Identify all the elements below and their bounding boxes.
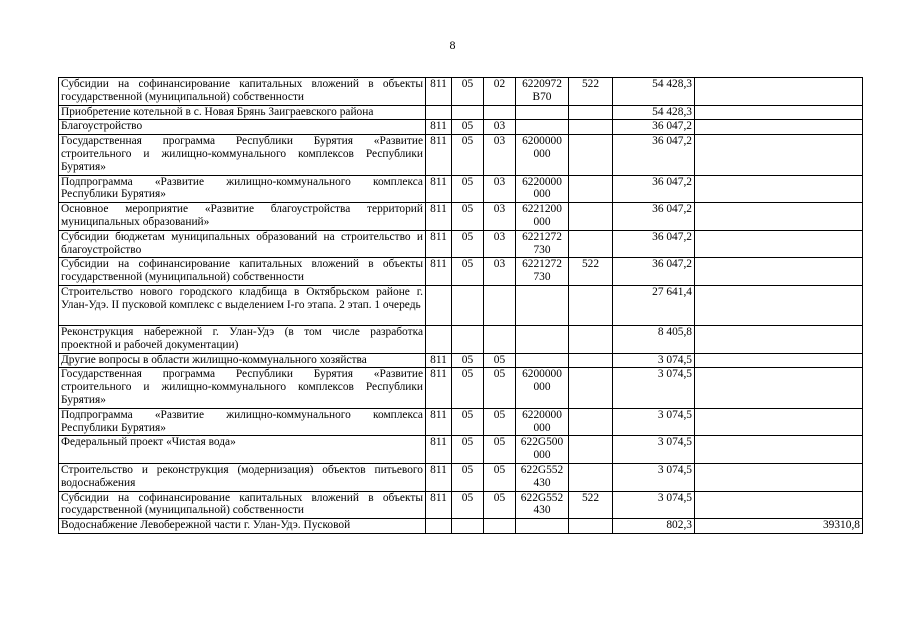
- row-name-cell: Строительство и реконструкция (модернизация) объектов питьевого водоснабжения: [59, 463, 426, 491]
- admin-code-cell: [426, 105, 452, 120]
- amount-cell: 3 074,5: [613, 491, 695, 519]
- row-name-cell: Федеральный проект «Чистая вода»: [59, 436, 426, 464]
- row-name-cell: Подпрограмма «Развитие жилищно-коммунального комплекса Республики Бурятия»: [59, 408, 426, 436]
- admin-code-cell: [426, 325, 452, 353]
- amount-cell: 3 074,5: [613, 353, 695, 368]
- section-cell: 05: [452, 463, 484, 491]
- section-cell: [452, 285, 484, 325]
- row-name-cell: Водоснабжение Левобережной части г. Улан-Удэ. Пусковой: [59, 519, 426, 534]
- target-article-cell: 6220000 000: [516, 408, 569, 436]
- subsection-cell: 03: [484, 258, 516, 286]
- table-row: [59, 408, 863, 436]
- expense-type-cell: [569, 175, 613, 203]
- target-article-cell: 622G500 000: [516, 436, 569, 464]
- row-name-cell: Реконструкция набережной г. Улан-Удэ (в том числе разработка проектной и рабочей документации): [59, 325, 426, 353]
- admin-code-cell: 811: [426, 368, 452, 408]
- table-row: [59, 135, 863, 175]
- expense-type-cell: [569, 105, 613, 120]
- table-row: [59, 175, 863, 203]
- extra-amount-cell: [695, 105, 863, 120]
- expense-type-cell: [569, 203, 613, 231]
- amount-cell: 54 428,3: [613, 78, 695, 106]
- row-name-cell: Государственная программа Республики Бурятия «Развитие строительного и жилищно-коммунального комплексов Республики Бурятия»: [59, 368, 426, 408]
- extra-amount-cell: [695, 258, 863, 286]
- extra-amount-cell: [695, 230, 863, 258]
- expense-type-cell: [569, 519, 613, 534]
- row-name-cell: Приобретение котельной в с. Новая Брянь Заиграевского района: [59, 105, 426, 120]
- table-row: [59, 285, 863, 325]
- target-article-cell: 6220000 000: [516, 175, 569, 203]
- amount-cell: 3 074,5: [613, 408, 695, 436]
- expense-type-cell: 522: [569, 491, 613, 519]
- extra-amount-cell: [695, 325, 863, 353]
- subsection-cell: 03: [484, 175, 516, 203]
- table-row: [59, 105, 863, 120]
- amount-cell: 27 641,4: [613, 285, 695, 325]
- subsection-cell: 05: [484, 463, 516, 491]
- amount-cell: 36 047,2: [613, 175, 695, 203]
- table-row: [59, 120, 863, 135]
- target-article-cell: 6200000 000: [516, 135, 569, 175]
- section-cell: 05: [452, 368, 484, 408]
- extra-amount-cell: [695, 78, 863, 106]
- amount-cell: 36 047,2: [613, 120, 695, 135]
- admin-code-cell: [426, 519, 452, 534]
- table-row: [59, 230, 863, 258]
- row-name-cell: Субсидии на софинансирование капитальных вложений в объекты государственной (муниципальной) собственности: [59, 491, 426, 519]
- amount-cell: 36 047,2: [613, 258, 695, 286]
- subsection-cell: [484, 325, 516, 353]
- table-row: [59, 491, 863, 519]
- target-article-cell: [516, 105, 569, 120]
- admin-code-cell: 811: [426, 135, 452, 175]
- budget-table: [58, 77, 863, 534]
- subsection-cell: 03: [484, 230, 516, 258]
- admin-code-cell: 811: [426, 258, 452, 286]
- subsection-cell: [484, 285, 516, 325]
- extra-amount-cell: [695, 135, 863, 175]
- extra-amount-cell: [695, 408, 863, 436]
- target-article-cell: 6221200 000: [516, 203, 569, 231]
- section-cell: 05: [452, 408, 484, 436]
- table-row: [59, 519, 863, 534]
- row-name-cell: Субсидии на софинансирование капитальных вложений в объекты государственной (муниципальной) собственности: [59, 258, 426, 286]
- extra-amount-cell: [695, 203, 863, 231]
- row-name-cell: Основное мероприятие «Развитие благоустройства территорий муниципальных образований»: [59, 203, 426, 231]
- extra-amount-cell: [695, 491, 863, 519]
- expense-type-cell: 522: [569, 258, 613, 286]
- section-cell: 05: [452, 230, 484, 258]
- section-cell: 05: [452, 120, 484, 135]
- subsection-cell: 03: [484, 135, 516, 175]
- expense-type-cell: [569, 436, 613, 464]
- admin-code-cell: 811: [426, 120, 452, 135]
- admin-code-cell: 811: [426, 78, 452, 106]
- admin-code-cell: 811: [426, 491, 452, 519]
- admin-code-cell: 811: [426, 230, 452, 258]
- table-row: [59, 325, 863, 353]
- amount-cell: 3 074,5: [613, 463, 695, 491]
- amount-cell: 3 074,5: [613, 368, 695, 408]
- amount-cell: 36 047,2: [613, 135, 695, 175]
- extra-amount-cell: [695, 175, 863, 203]
- section-cell: [452, 325, 484, 353]
- section-cell: 05: [452, 78, 484, 106]
- section-cell: [452, 519, 484, 534]
- target-article-cell: 622G552 430: [516, 463, 569, 491]
- row-name-cell: Государственная программа Республики Бурятия «Развитие строительного и жилищно-коммунального комплексов Республики Бурятия»: [59, 135, 426, 175]
- section-cell: 05: [452, 135, 484, 175]
- amount-cell: 3 074,5: [613, 436, 695, 464]
- row-name-cell: Благоустройство: [59, 120, 426, 135]
- expense-type-cell: [569, 325, 613, 353]
- amount-cell: 54 428,3: [613, 105, 695, 120]
- target-article-cell: [516, 519, 569, 534]
- admin-code-cell: 811: [426, 175, 452, 203]
- subsection-cell: 05: [484, 408, 516, 436]
- section-cell: 05: [452, 436, 484, 464]
- target-article-cell: [516, 325, 569, 353]
- amount-cell: 36 047,2: [613, 203, 695, 231]
- subsection-cell: 05: [484, 368, 516, 408]
- subsection-cell: 05: [484, 353, 516, 368]
- table-row: [59, 368, 863, 408]
- extra-amount-cell: [695, 463, 863, 491]
- section-cell: 05: [452, 353, 484, 368]
- subsection-cell: 05: [484, 491, 516, 519]
- row-name-cell: Субсидии на софинансирование капитальных вложений в объекты государственной (муниципальной) собственности: [59, 78, 426, 106]
- page-number: 8: [449, 38, 456, 52]
- target-article-cell: 622G552 430: [516, 491, 569, 519]
- table-row: [59, 78, 863, 106]
- target-article-cell: [516, 285, 569, 325]
- expense-type-cell: [569, 230, 613, 258]
- expense-type-cell: [569, 120, 613, 135]
- expense-type-cell: [569, 408, 613, 436]
- target-article-cell: [516, 353, 569, 368]
- section-cell: 05: [452, 203, 484, 231]
- admin-code-cell: 811: [426, 436, 452, 464]
- subsection-cell: [484, 105, 516, 120]
- target-article-cell: 6221272 730: [516, 258, 569, 286]
- extra-amount-cell: [695, 120, 863, 135]
- section-cell: 05: [452, 175, 484, 203]
- extra-amount-cell: [695, 436, 863, 464]
- expense-type-cell: [569, 135, 613, 175]
- row-name-cell: Другие вопросы в области жилищно-коммунального хозяйства: [59, 353, 426, 368]
- expense-type-cell: [569, 285, 613, 325]
- expense-type-cell: [569, 353, 613, 368]
- expense-type-cell: [569, 368, 613, 408]
- admin-code-cell: 811: [426, 203, 452, 231]
- expense-type-cell: 522: [569, 78, 613, 106]
- row-name-cell: Подпрограмма «Развитие жилищно-коммунального комплекса Республики Бурятия»: [59, 175, 426, 203]
- target-article-cell: 6220972 В70: [516, 78, 569, 106]
- amount-cell: 802,3: [613, 519, 695, 534]
- expense-type-cell: [569, 463, 613, 491]
- admin-code-cell: 811: [426, 353, 452, 368]
- target-article-cell: 6221272 730: [516, 230, 569, 258]
- table-body: [59, 78, 863, 534]
- amount-cell: 36 047,2: [613, 230, 695, 258]
- table-row: [59, 463, 863, 491]
- table-row: [59, 436, 863, 464]
- target-article-cell: 6200000 000: [516, 368, 569, 408]
- extra-amount-cell: 39310,8: [695, 519, 863, 534]
- admin-code-cell: 811: [426, 408, 452, 436]
- subsection-cell: [484, 519, 516, 534]
- extra-amount-cell: [695, 285, 863, 325]
- target-article-cell: [516, 120, 569, 135]
- extra-amount-cell: [695, 353, 863, 368]
- admin-code-cell: [426, 285, 452, 325]
- subsection-cell: 02: [484, 78, 516, 106]
- subsection-cell: 03: [484, 120, 516, 135]
- subsection-cell: 03: [484, 203, 516, 231]
- amount-cell: 8 405,8: [613, 325, 695, 353]
- section-cell: 05: [452, 258, 484, 286]
- subsection-cell: 05: [484, 436, 516, 464]
- extra-amount-cell: [695, 368, 863, 408]
- admin-code-cell: 811: [426, 463, 452, 491]
- section-cell: 05: [452, 491, 484, 519]
- row-name-cell: Субсидии бюджетам муниципальных образований на строительство и благоустройство: [59, 230, 426, 258]
- table-row: [59, 353, 863, 368]
- table-row: [59, 203, 863, 231]
- row-name-cell: Строительство нового городского кладбища в Октябрьском районе г. Улан-Удэ. II пусковой комплекс с выделением I-го этапа. 2 этап. 1 очередь: [59, 285, 426, 325]
- section-cell: [452, 105, 484, 120]
- table-row: [59, 258, 863, 286]
